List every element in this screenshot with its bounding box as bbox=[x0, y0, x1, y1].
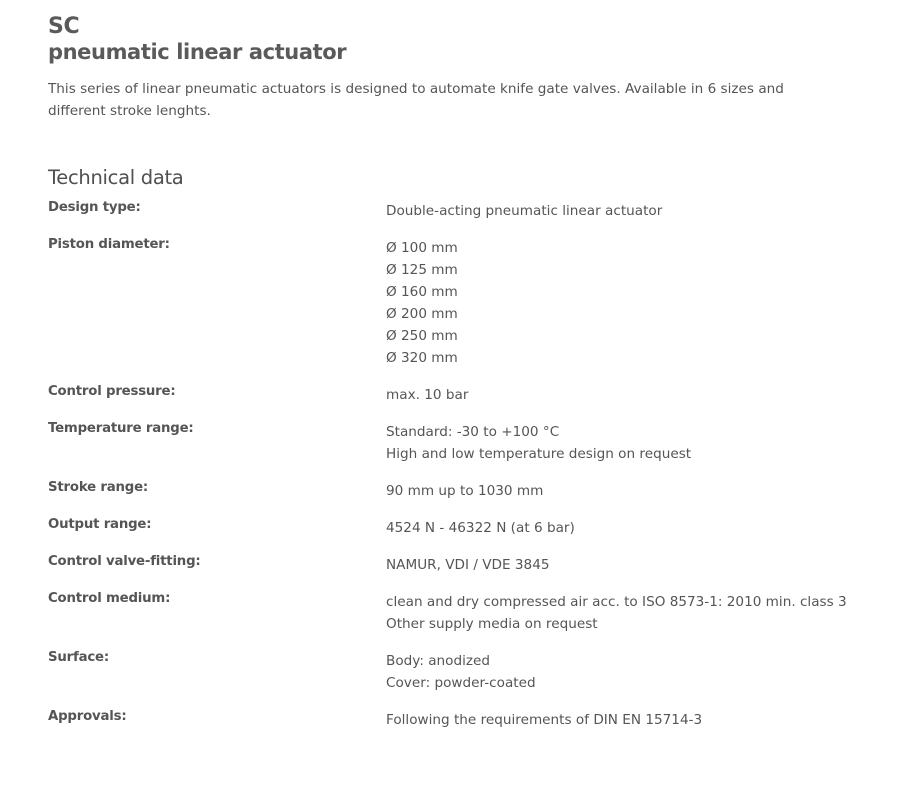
technical-data-table bbox=[48, 199, 868, 745]
spec-row bbox=[48, 553, 868, 590]
spec-value: Ø 250 mm bbox=[386, 328, 458, 344]
spec-values bbox=[386, 516, 868, 539]
technical-data-heading: Technical data bbox=[48, 166, 184, 189]
product-description: This series of linear pneumatic actuators is designed to automate knife gate valves. Available in 6 sizes and different stroke lenghts. bbox=[48, 81, 784, 119]
spec-label: Surface: bbox=[48, 650, 109, 665]
spec-row bbox=[48, 479, 868, 516]
spec-values bbox=[386, 708, 868, 731]
spec-row bbox=[48, 383, 868, 420]
spec-values bbox=[386, 479, 868, 502]
spec-row bbox=[48, 708, 868, 745]
spec-label: Output range: bbox=[48, 517, 152, 532]
spec-value: 90 mm up to 1030 mm bbox=[386, 483, 544, 499]
spec-values bbox=[386, 383, 868, 406]
spec-value: Ø 160 mm bbox=[386, 284, 458, 300]
spec-value: Ø 100 mm bbox=[386, 240, 458, 256]
spec-value: Cover: powder-coated bbox=[386, 675, 536, 691]
spec-label: Control pressure: bbox=[48, 384, 176, 399]
spec-value: High and low temperature design on request bbox=[386, 446, 692, 462]
spec-values bbox=[386, 420, 868, 465]
spec-value: max. 10 bar bbox=[386, 387, 469, 403]
spec-value: Body: anodized bbox=[386, 653, 491, 669]
spec-label: Design type: bbox=[48, 200, 141, 215]
spec-row bbox=[48, 420, 868, 479]
spec-label: Control medium: bbox=[48, 591, 171, 606]
spec-row bbox=[48, 649, 868, 708]
spec-value: Ø 200 mm bbox=[386, 306, 458, 322]
product-code: SC bbox=[48, 14, 80, 39]
spec-value: NAMUR, VDI / VDE 3845 bbox=[386, 557, 550, 573]
spec-value: Following the requirements of DIN EN 15714-3 bbox=[386, 712, 703, 728]
spec-value: Ø 320 mm bbox=[386, 350, 458, 366]
product-name: pneumatic linear actuator bbox=[48, 40, 347, 64]
spec-value: clean and dry compressed air acc. to ISO 8573-1: 2010 min. class 3 Other supply media on request bbox=[386, 594, 847, 632]
spec-label: Stroke range: bbox=[48, 480, 149, 495]
spec-row bbox=[48, 236, 868, 383]
spec-values bbox=[386, 236, 868, 369]
spec-values bbox=[386, 649, 868, 694]
spec-value: Double-acting pneumatic linear actuator bbox=[386, 203, 663, 219]
spec-values bbox=[386, 199, 868, 222]
spec-row bbox=[48, 590, 868, 649]
spec-label: Piston diameter: bbox=[48, 237, 170, 252]
spec-label: Control valve-fitting: bbox=[48, 554, 201, 569]
spec-value: Standard: -30 to +100 °C bbox=[386, 424, 560, 440]
spec-value: Ø 125 mm bbox=[386, 262, 458, 278]
spec-row bbox=[48, 516, 868, 553]
spec-value: 4524 N - 46322 N (at 6 bar) bbox=[386, 520, 575, 536]
spec-values bbox=[386, 553, 868, 576]
spec-label: Temperature range: bbox=[48, 421, 194, 436]
spec-row bbox=[48, 199, 868, 236]
spec-values bbox=[386, 590, 868, 635]
spec-label: Approvals: bbox=[48, 709, 127, 724]
